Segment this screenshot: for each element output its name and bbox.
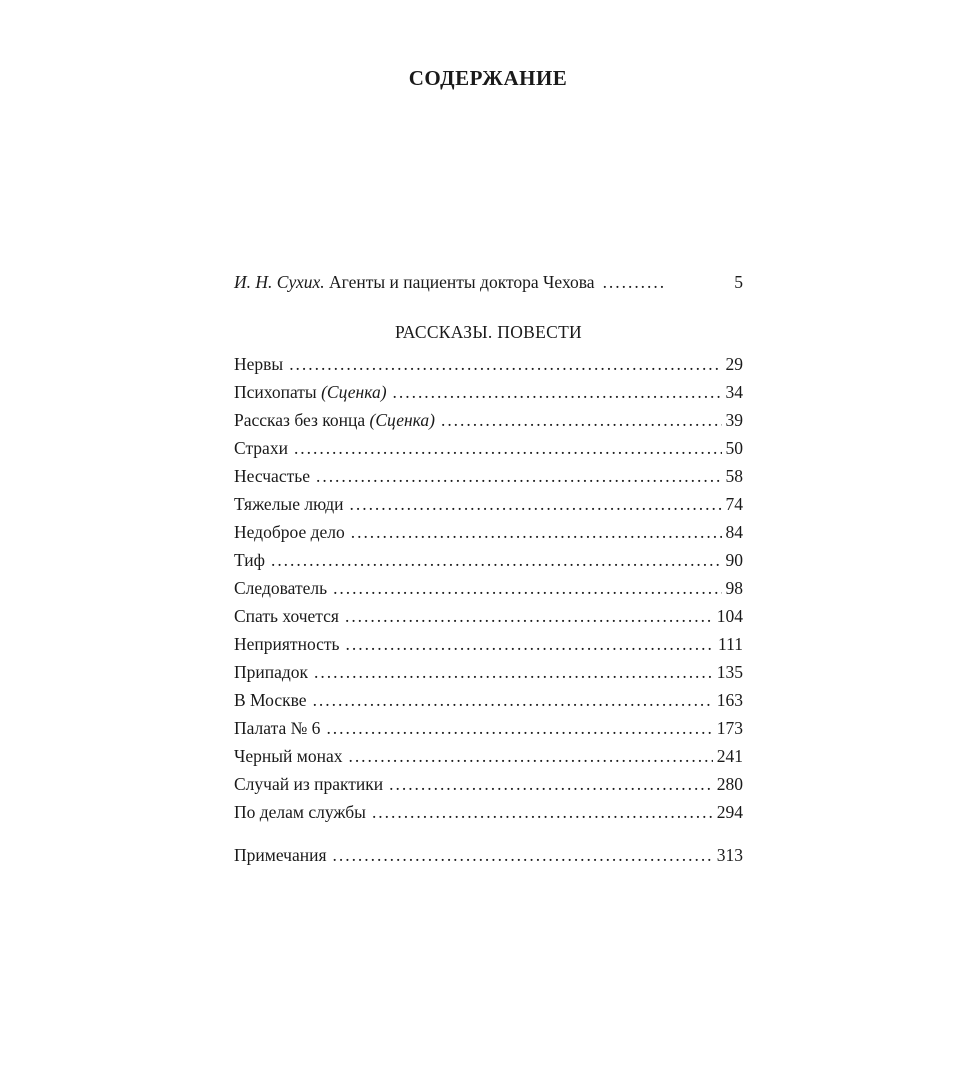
toc-entry-title-text: Недоброе дело	[234, 522, 345, 542]
toc-entry-title-text: Спать хочется	[234, 606, 339, 626]
dot-leader	[294, 434, 722, 462]
table-of-contents	[234, 268, 743, 869]
toc-entry[interactable]	[234, 462, 743, 490]
toc-entry-page: 34	[725, 382, 743, 402]
toc-entry-page: 39	[725, 410, 743, 430]
toc-entry-title	[234, 770, 383, 798]
toc-entry-title-text: Палата № 6	[234, 718, 321, 738]
toc-entry[interactable]	[234, 406, 743, 434]
toc-entries	[234, 350, 743, 826]
toc-entry[interactable]	[234, 770, 743, 798]
dot-leader	[271, 546, 722, 574]
toc-entry-title	[234, 518, 345, 546]
dot-leader	[348, 742, 712, 770]
toc-entry-notes[interactable]	[234, 841, 743, 869]
toc-entry-subtitle: (Сценка)	[369, 410, 435, 430]
toc-entry-title: Примечания	[234, 845, 327, 865]
dot-leader	[350, 490, 722, 518]
toc-entry-title-text: Тяжелые люди	[234, 494, 344, 514]
toc-entry-title-text: Рассказ без конца	[234, 410, 370, 430]
dot-leader	[389, 770, 713, 798]
dot-leader	[345, 602, 713, 630]
toc-entry-title	[234, 602, 339, 630]
toc-entry-page: 241	[716, 746, 743, 766]
toc-entry-page: 313	[716, 845, 743, 865]
toc-entry-page: 173	[716, 718, 743, 738]
dot-leader	[313, 686, 713, 714]
toc-entry[interactable]	[234, 714, 743, 742]
dot-leader	[289, 350, 721, 378]
toc-entry[interactable]	[234, 742, 743, 770]
toc-entry-title-text: Неприятность	[234, 634, 340, 654]
toc-entry-page: 294	[716, 802, 743, 822]
toc-entry-page: 280	[716, 774, 743, 794]
dot-leader	[603, 268, 663, 296]
dot-leader	[333, 574, 721, 602]
toc-entry-page: 84	[725, 522, 743, 542]
toc-entry-author: И. Н. Сухих.	[234, 272, 325, 292]
toc-entry[interactable]	[234, 630, 743, 658]
toc-entry-title-text: Случай из практики	[234, 774, 384, 794]
dot-leader	[314, 658, 713, 686]
toc-entry[interactable]	[234, 546, 743, 574]
dot-leader	[351, 518, 722, 546]
dot-leader	[441, 406, 722, 434]
toc-entry[interactable]	[234, 350, 743, 378]
toc-entry-title	[234, 630, 340, 658]
page-title: СОДЕРЖАНИЕ	[408, 66, 568, 90]
toc-entry-title	[234, 378, 387, 406]
toc-entry[interactable]	[234, 798, 743, 826]
toc-entry-title-text: Страхи	[234, 438, 288, 458]
toc-entry-page: 135	[716, 662, 743, 682]
toc-entry-subtitle: (Сценка)	[321, 382, 387, 402]
toc-entry[interactable]	[234, 518, 743, 546]
toc-entry-page: 111	[718, 634, 743, 654]
toc-entry-title-text: По делам службы	[234, 802, 366, 822]
toc-entry-title	[234, 490, 344, 518]
toc-entry-title-text: Припадок	[234, 662, 309, 682]
dot-leader	[316, 462, 722, 490]
dot-leader	[333, 841, 713, 869]
toc-entry-title	[234, 574, 327, 602]
toc-entry[interactable]	[234, 686, 743, 714]
toc-entry-title-text: Следователь	[234, 578, 328, 598]
toc-entry-page: 29	[725, 354, 743, 374]
toc-entry-page: 104	[716, 606, 743, 626]
toc-entry-title-text: Несчастье	[234, 466, 310, 486]
toc-entry-title	[234, 546, 265, 574]
toc-entry-title	[234, 742, 342, 770]
toc-entry-page: 50	[725, 438, 743, 458]
toc-entry-page: 5	[734, 272, 743, 292]
toc-entry[interactable]	[234, 378, 743, 406]
toc-entry-title	[234, 686, 307, 714]
dot-leader	[393, 378, 722, 406]
toc-entry-intro[interactable]	[234, 268, 743, 296]
toc-entry-title-text: Тиф	[234, 550, 265, 570]
toc-entry[interactable]	[234, 602, 743, 630]
toc-entry-title	[234, 406, 435, 434]
toc-entry-title	[234, 798, 366, 826]
toc-entry-title-text: Агенты и пациенты доктора Чехова	[324, 272, 595, 292]
toc-entry-page: 58	[725, 466, 743, 486]
section-heading: РАССКАЗЫ. ПОВЕСТИ	[395, 322, 582, 342]
toc-entry-title	[234, 658, 308, 686]
dot-leader	[326, 714, 712, 742]
toc-entry-title	[234, 268, 595, 296]
toc-entry-title	[234, 714, 320, 742]
dot-leader	[346, 630, 715, 658]
toc-entry-title	[234, 434, 288, 462]
toc-entry-page: 90	[725, 550, 743, 570]
toc-entry-title	[234, 350, 283, 378]
toc-entry-title-text: Черный монах	[234, 746, 343, 766]
dot-leader	[372, 798, 713, 826]
toc-entry[interactable]	[234, 434, 743, 462]
toc-entry-title	[234, 462, 310, 490]
toc-entry-page: 163	[716, 690, 743, 710]
toc-entry-page: 98	[725, 578, 743, 598]
toc-entry-title-text: Нервы	[234, 354, 284, 374]
toc-entry-page: 74	[725, 494, 743, 514]
toc-entry-title-text: В Москве	[234, 690, 307, 710]
toc-entry[interactable]	[234, 574, 743, 602]
toc-entry-title-text: Психопаты	[234, 382, 322, 402]
toc-entry[interactable]	[234, 658, 743, 686]
toc-entry[interactable]	[234, 490, 743, 518]
